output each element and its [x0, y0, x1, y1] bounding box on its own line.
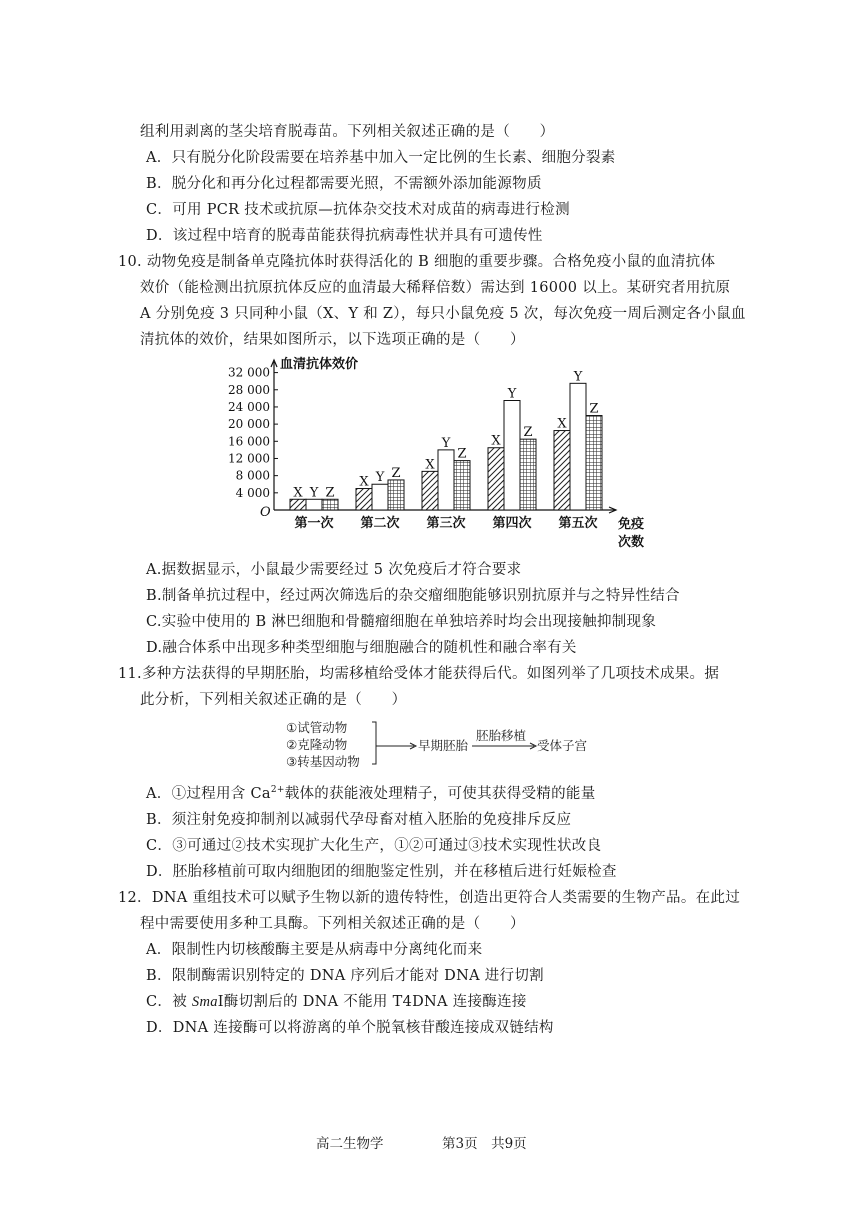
- bar-z: [586, 416, 602, 510]
- diagram-item-test-tube: ①试管动物: [286, 720, 348, 735]
- y-tick-label: 20 000: [228, 417, 270, 432]
- q10-stem-line-1: 10. 动物免疫是制备单克隆抗体时获得活化的 B 细胞的重要步骤。合格免疫小鼠的血清抗体: [118, 254, 716, 270]
- bar-x: [554, 431, 570, 510]
- q11-option-a-pre: A．①过程用含 Ca: [146, 786, 271, 802]
- q9-stem-tail: 组利用剥离的茎尖培育脱毒苗。下列相关叙述正确的是（ ）: [140, 124, 555, 140]
- bar-x: [488, 448, 504, 510]
- bar-y: [570, 383, 586, 510]
- q10-stem-line-3: A 分别免疫 3 只同种小鼠（X、Y 和 Z），每只小鼠免疫 5 次，每次免疫一周后测定各小鼠血: [140, 306, 746, 322]
- q9-option-c: C．可用 PCR 技术或抗原—抗体杂交技术对成苗的病毒进行检测: [146, 202, 570, 218]
- q11-option-a-sup: 2+: [270, 785, 285, 796]
- q12-option-a: A．限制性内切核酸酶主要是从病毒中分离纯化而来: [146, 942, 483, 958]
- q10-option-c: C.实验中使用的 B 淋巴细胞和骨髓瘤细胞在单独培养时均会出现接触抑制现象: [146, 614, 657, 630]
- q10-stem-line-2: 效价（能检测出抗原抗体反应的血清最大稀释倍数）需达到 16000 以上。某研究者用抗原: [140, 280, 731, 296]
- y-tick-label: 8 000: [235, 468, 270, 483]
- q11-option-d: D．胚胎移植前可取内细胞团的细胞鉴定性别，并在移植后进行妊娠检查: [146, 864, 617, 880]
- y-tick-label: 12 000: [228, 451, 270, 466]
- bar-x: [422, 471, 438, 510]
- q12-option-c-enzyme: Sma: [191, 994, 218, 1010]
- bar-y: [438, 450, 454, 510]
- x-tick-label: 第四次: [492, 516, 532, 531]
- bar-label-z: Z: [523, 425, 533, 441]
- x-tick-label: 第一次: [294, 516, 334, 531]
- footer-page-number: 第3页 共9页: [442, 1136, 527, 1152]
- q10-option-b: B.制备单抗过程中，经过两次筛选后的杂交瘤细胞能够识别抗原并与之特异性结合: [146, 588, 680, 604]
- q12-option-d: D．DNA 连接酶可以将游离的单个脱氧核苷酸连接成双链结构: [146, 1020, 554, 1036]
- q9-option-a: A．只有脱分化阶段需要在培养基中加入一定比例的生长素、细胞分裂素: [146, 150, 616, 166]
- q11-stem-line-2: 此分析，下列相关叙述正确的是（ ）: [140, 692, 407, 708]
- bar-label-z: Z: [325, 485, 335, 501]
- y-tick-label: 28 000: [228, 382, 270, 397]
- bar-label-z: Z: [589, 401, 599, 417]
- x-tick-label: 第五次: [558, 516, 598, 531]
- x-tick-label: 第三次: [426, 516, 466, 531]
- bar-y: [372, 484, 388, 510]
- bar-label-z: Z: [391, 465, 401, 481]
- q11-option-b: B．须注射免疫抑制剂以减弱代孕母畜对植入胚胎的免疫排斥反应: [146, 812, 572, 828]
- footer-subject: 高二生物学: [316, 1136, 384, 1152]
- q12-option-c: [146, 992, 527, 1012]
- q10-stem-line-4: 清抗体的效价，结果如图所示，以下选项正确的是（ ）: [140, 332, 525, 348]
- diagram-arrow-label: 胚胎移植: [476, 728, 527, 743]
- bar-y: [306, 499, 322, 510]
- diagram-item-clone: ②克隆动物: [286, 737, 348, 752]
- q11-stem-line-1: 11.多种方法获得的早期胚胎，均需移植给受体才能获得后代。如图列举了几项技术成果。据: [118, 666, 720, 682]
- bar-label-y: Y: [507, 386, 517, 402]
- q12-option-b: B．限制酶需识别特定的 DNA 序列后才能对 DNA 进行切割: [146, 968, 544, 984]
- y-axis-label: 血清抗体效价: [280, 357, 359, 372]
- q10-option-a: A.据数据显示，小鼠最少需要经过 5 次免疫后才符合要求: [146, 562, 522, 578]
- diagram-recipient-uterus: 受体子宫: [537, 738, 588, 753]
- q11-option-a-post: 载体的获能液处理精子，可使其获得受精的能量: [284, 786, 596, 802]
- bar-label-x: X: [425, 457, 435, 473]
- bar-y: [504, 401, 520, 511]
- bar-label-x: X: [491, 433, 501, 449]
- y-tick-label: 24 000: [228, 399, 270, 414]
- origin-label: O: [260, 505, 271, 520]
- q11-option-a: [146, 784, 596, 804]
- bar-label-x: X: [293, 485, 303, 501]
- diagram-item-transgenic: ③转基因动物: [286, 754, 360, 769]
- q12-stem-line-1: 12．DNA 重组技术可以赋予生物以新的遗传特性，创造出更符合人类需要的生物产品。在此过: [118, 890, 741, 906]
- x-axis-label-line-1: 免疫: [618, 517, 645, 532]
- y-tick-label: 16 000: [228, 434, 270, 449]
- bar-label-y: Y: [573, 369, 583, 385]
- q12-option-c-post: Ⅰ酶切割后的 DNA 不能用 T4DNA 连接酶连接: [217, 994, 527, 1010]
- q11-option-c: C．③可通过②技术实现扩大化生产，①②可通过③技术实现性状改良: [146, 838, 602, 854]
- q9-option-b: B．脱分化和再分化过程都需要光照，不需额外添加能源物质: [146, 176, 542, 192]
- x-tick-label: 第二次: [360, 516, 400, 531]
- q10-option-d: D.融合体系中出现多种类型细胞与细胞融合的随机性和融合率有关: [146, 640, 577, 656]
- y-tick-label: 4 000: [235, 485, 270, 500]
- diagram-early-embryo: 早期胚胎: [418, 738, 469, 753]
- q9-option-d: D．该过程中培育的脱毒苗能获得抗病毒性状并具有可遗传性: [146, 228, 543, 244]
- q12-stem-line-2: 程中需要使用多种工具酶。下列相关叙述正确的是（ ）: [140, 916, 525, 932]
- bar-z: [388, 480, 404, 510]
- bar-label-y: Y: [375, 470, 385, 486]
- q12-option-c-pre: C．被: [146, 994, 192, 1010]
- bar-z: [322, 499, 338, 510]
- bar-label-y: Y: [309, 485, 319, 501]
- y-tick-label: 32 000: [228, 365, 270, 380]
- bar-label-x: X: [359, 474, 369, 490]
- bar-x: [290, 499, 306, 510]
- antibody-titer-chart: [228, 350, 670, 555]
- bar-label-y: Y: [441, 435, 451, 451]
- bar-z: [454, 461, 470, 510]
- bar-label-x: X: [557, 416, 567, 432]
- x-axis-label-line-2: 次数: [618, 535, 645, 550]
- bar-z: [520, 439, 536, 510]
- bar-label-z: Z: [457, 446, 467, 462]
- diagram-brace: [372, 722, 376, 764]
- bar-x: [356, 489, 372, 510]
- embryo-transfer-diagram: [280, 718, 610, 774]
